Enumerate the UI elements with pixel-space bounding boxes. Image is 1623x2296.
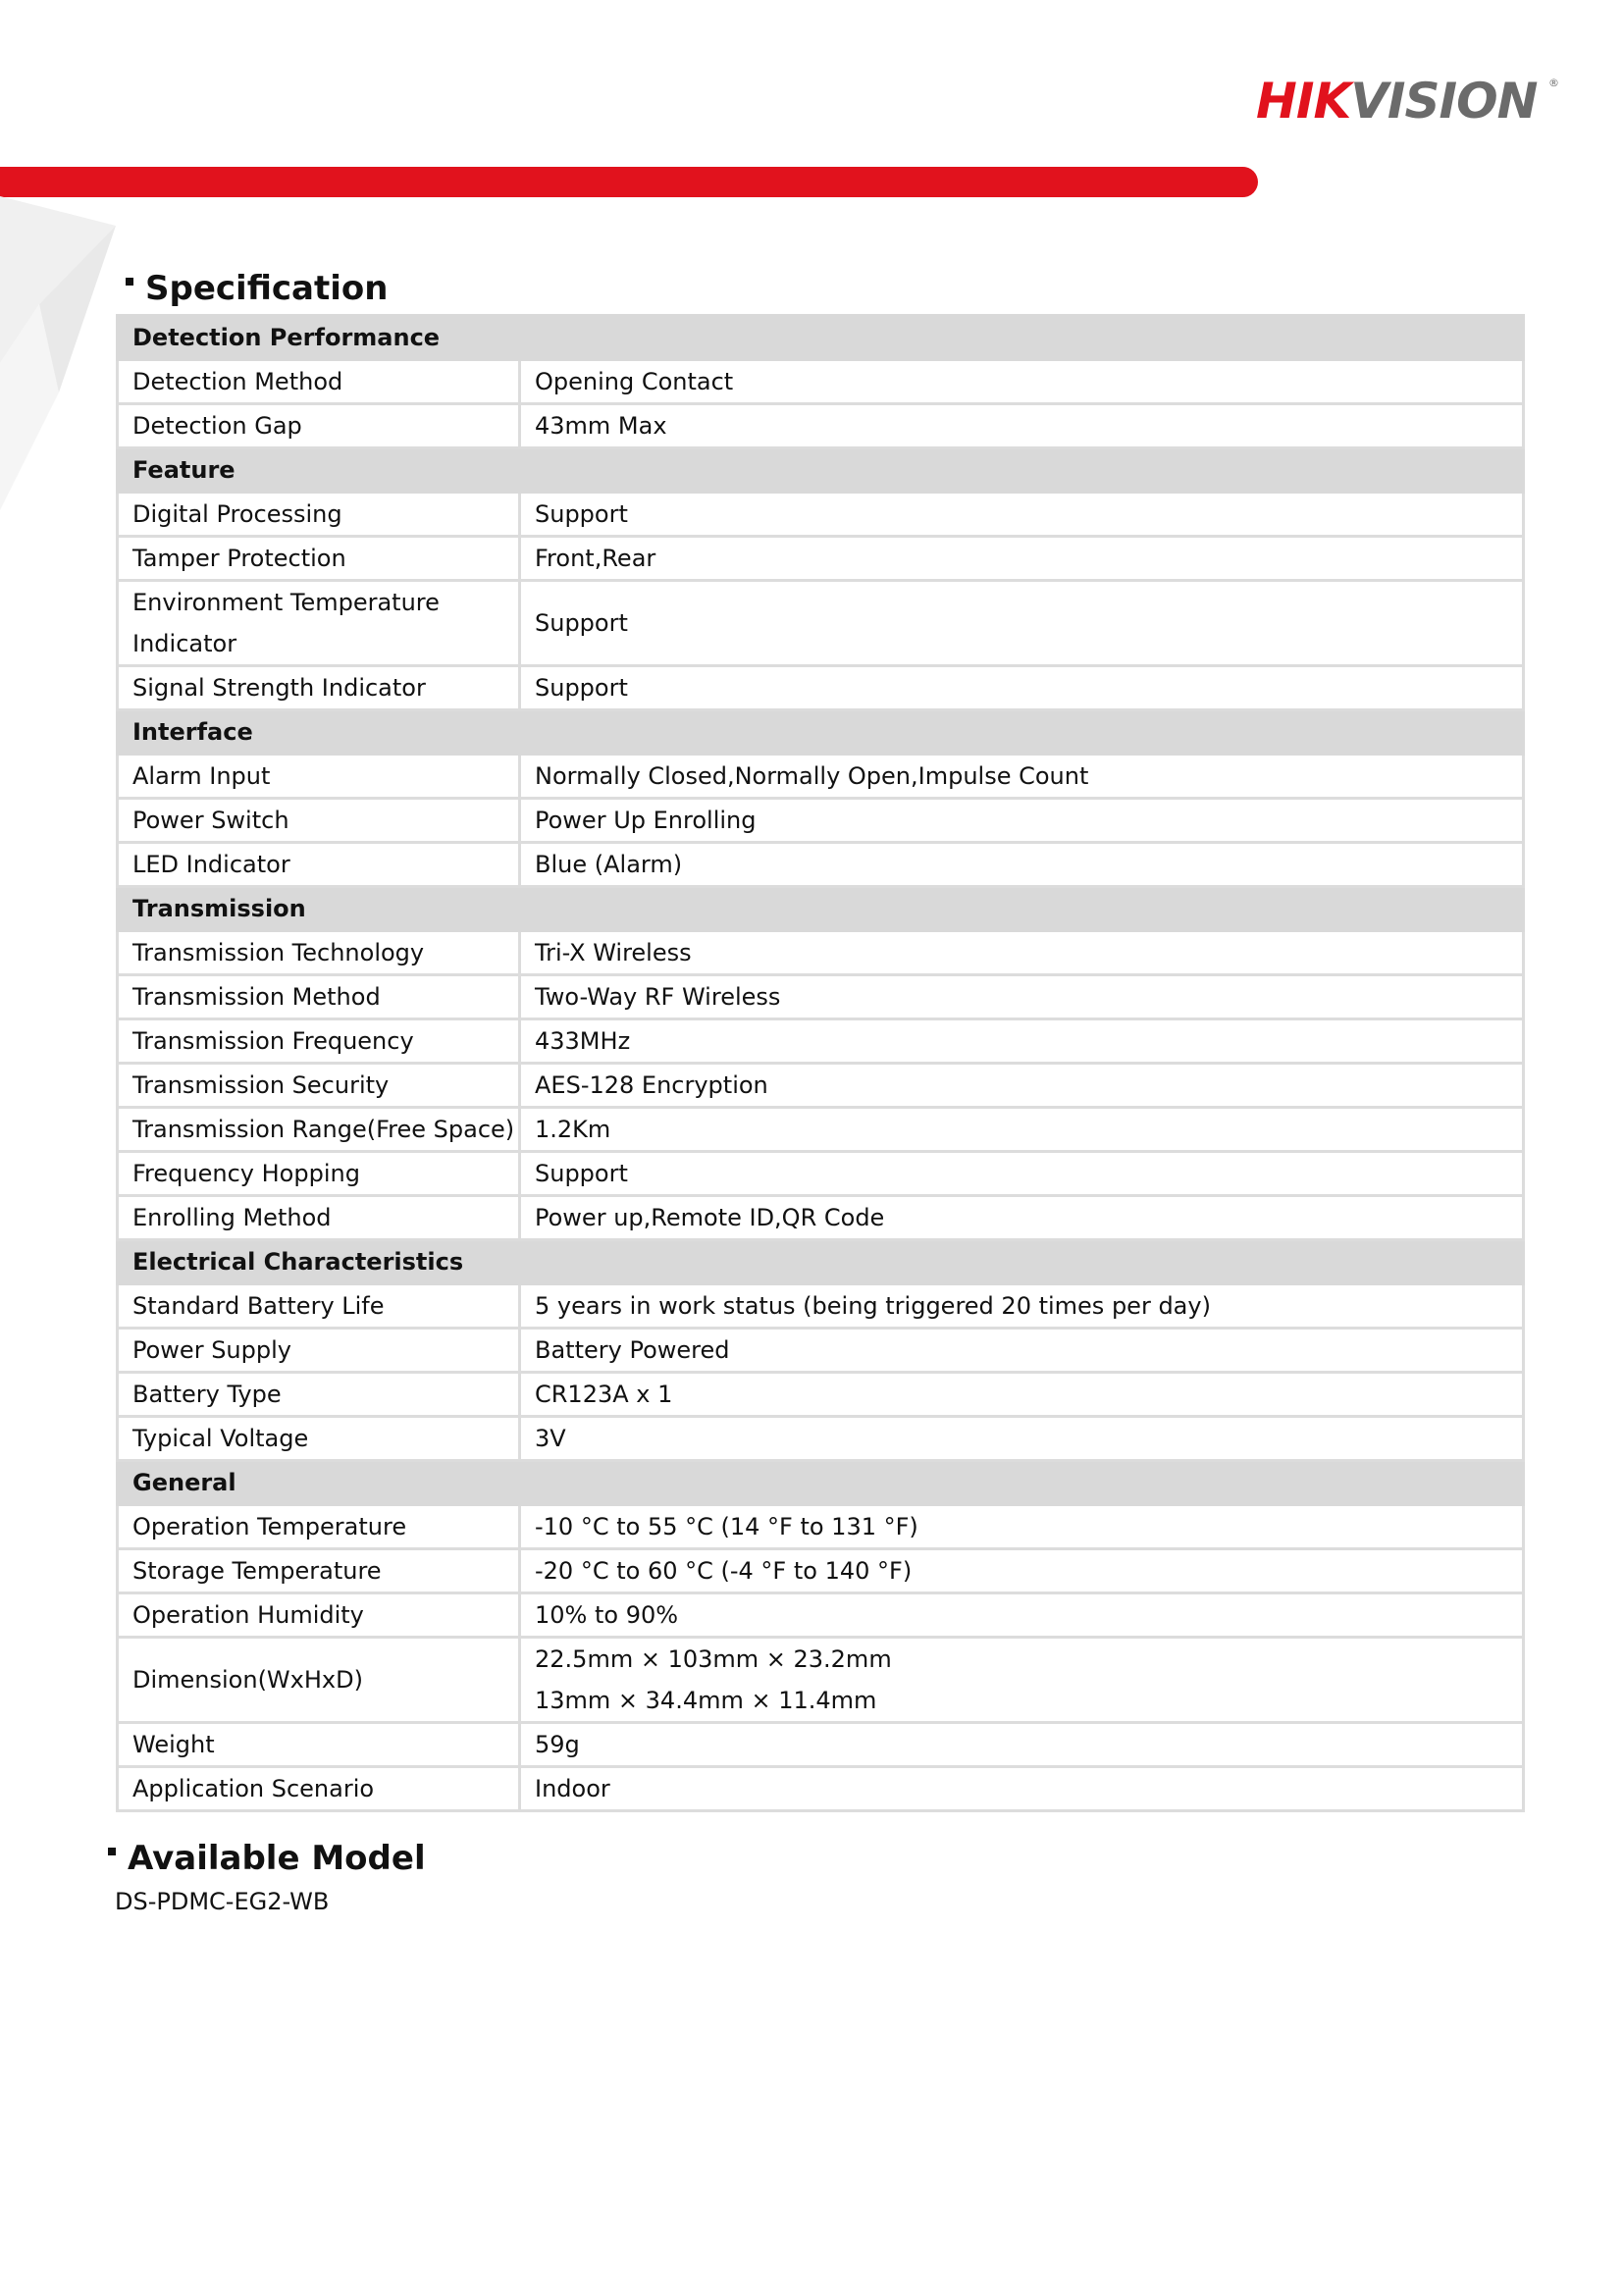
bullet-icon [108, 1848, 116, 1855]
category-row: Feature [118, 448, 1524, 493]
category-row: Transmission [118, 887, 1524, 931]
table-row: Dimension(WxHxD) 22.5mm × 103mm × 23.2mm 13mm × 34.4mm × 11.4mm [118, 1638, 1524, 1723]
table-row: Alarm Input Normally Closed,Normally Open,Impulse Count [118, 755, 1524, 799]
category-row: Interface [118, 710, 1524, 755]
table-row: Application Scenario Indoor [118, 1767, 1524, 1811]
header-red-bar [0, 167, 1258, 197]
table-row: Operation Temperature -10 °C to 55 °C (14 °F to 131 °F) [118, 1505, 1524, 1549]
table-row: Detection Gap 43mm Max [118, 404, 1524, 448]
available-model-title: Available Model [128, 1839, 426, 1878]
table-row: Power Switch Power Up Enrolling [118, 799, 1524, 843]
table-row: Transmission Method Two-Way RF Wireless [118, 975, 1524, 1019]
table-row: Signal Strength Indicator Support [118, 666, 1524, 710]
table-row: Battery Type CR123A x 1 [118, 1373, 1524, 1417]
table-row: Storage Temperature -20 °C to 60 °C (-4 °F to 140 °F) [118, 1549, 1524, 1593]
table-row: Transmission Technology Tri-X Wireless [118, 931, 1524, 975]
svg-text:®: ® [1548, 77, 1559, 89]
svg-text:HIKVISION: HIKVISION [1256, 73, 1538, 128]
specification-title: Specification [145, 269, 389, 308]
table-row: Digital Processing Support [118, 493, 1524, 537]
bullet-icon [126, 278, 133, 286]
table-row: Typical Voltage 3V [118, 1417, 1524, 1461]
table-row: Detection Method Opening Contact [118, 360, 1524, 404]
table-row: Power Supply Battery Powered [118, 1329, 1524, 1373]
decorative-shape [0, 196, 128, 530]
category-row: Electrical Characteristics [118, 1240, 1524, 1284]
table-row: Standard Battery Life 5 years in work status (being triggered 20 times per day) [118, 1284, 1524, 1329]
table-row: Transmission Security AES-128 Encryption [118, 1064, 1524, 1108]
table-row: Enrolling Method Power up,Remote ID,QR Code [118, 1196, 1524, 1240]
hikvision-logo [1256, 73, 1562, 128]
specification-heading [126, 269, 388, 308]
dimension-line-2: 13mm × 34.4mm × 11.4mm [535, 1687, 877, 1714]
table-row: Frequency Hopping Support [118, 1152, 1524, 1196]
table-row: Transmission Frequency 433MHz [118, 1019, 1524, 1064]
table-row: Transmission Range(Free Space) 1.2Km [118, 1108, 1524, 1152]
table-row: Weight 59g [118, 1723, 1524, 1767]
table-row: Tamper Protection Front,Rear [118, 537, 1524, 581]
table-row: LED Indicator Blue (Alarm) [118, 843, 1524, 887]
category-row: Detection Performance [118, 316, 1524, 360]
table-row: Environment Temperature Indicator Support [118, 581, 1524, 666]
model-number: DS-PDMC-EG2-WB [115, 1888, 330, 1915]
category-row: General [118, 1461, 1524, 1505]
dimension-line-1: 22.5mm × 103mm × 23.2mm [535, 1645, 892, 1673]
table-row: Operation Humidity 10% to 90% [118, 1593, 1524, 1638]
specification-table [116, 314, 1525, 1812]
available-model-heading [108, 1839, 426, 1878]
